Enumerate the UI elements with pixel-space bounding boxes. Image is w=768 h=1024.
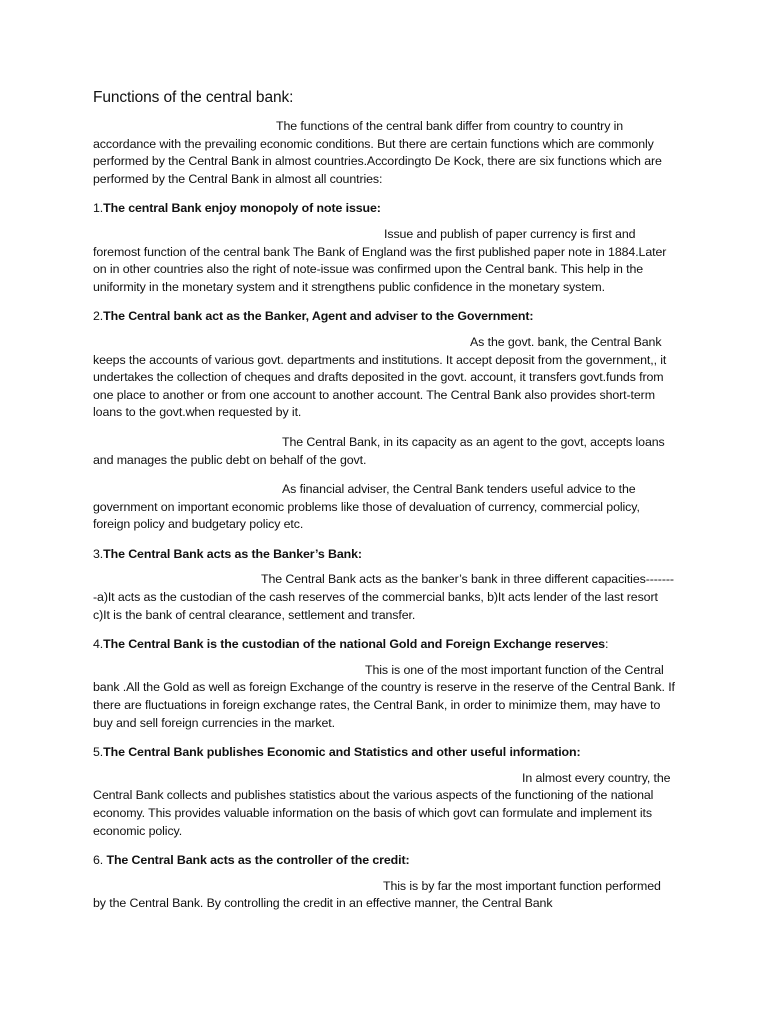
section-paragraph: This is one of the most important function of the Central bank .All the Gold as well as foreign Exchange of the country is reserve in the reserve of the Central Bank. If there are fluctuations in foreign exchange rates, the Central Bank, in order to minimize them, may have to buy and sell foreign currencies in the market. — [93, 662, 675, 730]
section-heading-1 — [93, 200, 677, 218]
section-heading-4 — [93, 636, 677, 654]
section-heading-text: The Central Bank acts as the Banker’s Bank: — [103, 546, 362, 561]
section-heading-text: The central Bank enjoy monopoly of note issue: — [103, 201, 381, 216]
section-paragraph: As financial adviser, the Central Bank tenders useful advice to the government on important economic problems like those of devaluation of currency, commercial policy, foreign policy and budgetary policy etc. — [93, 482, 640, 532]
section-heading-3 — [93, 546, 677, 564]
section-heading-text: The Central Bank acts as the controller of the credit: — [106, 853, 410, 868]
section-number: 5. — [93, 745, 104, 760]
section-heading-text: The Central bank act as the Banker, Agent and adviser to the Government: — [103, 309, 534, 324]
section-paragraph: In almost every country, the Central Bank collects and publishes statistics about the various aspects of the functioning of the national economy. This provides valuable information on the basis of which govt can formulate and implement its economic policy. — [93, 770, 671, 838]
section-heading-text: The Central Bank publishes Economic and Statistics and other useful information: — [103, 745, 581, 760]
section-heading-6 — [93, 852, 677, 870]
section-paragraph: Issue and publish of paper currency is first and foremost function of the central bank The Bank of England was the first published paper note in 1884.Later on in other countries also the right of note-issue was confirmed upon the Central bank. This help in the uniformity in the monetary system and it strengthens public confidence in the monetary system. — [93, 226, 667, 294]
section-number: 3. — [93, 546, 104, 561]
section-paragraph: The Central Bank acts as the banker’s bank in three different capacities--------a)It acts as the custodian of the cash reserves of the commercial banks, b)It acts lender of the last resort c)It is the bank of central clearance, settlement and transfer. — [93, 572, 674, 622]
section-heading-5 — [93, 744, 677, 762]
document-page — [93, 88, 677, 925]
section-heading-suffix: : — [604, 637, 609, 652]
section-number: 2. — [93, 309, 104, 324]
section-heading-2 — [93, 308, 677, 326]
section-number: 4. — [93, 637, 104, 652]
section-number: 1. — [93, 201, 104, 216]
intro-paragraph: The functions of the central bank differ from country to country in accordance with the prevailing economic conditions. But there are certain functions which are commonly performed by the Central Bank in almost countries.Accordingto De Kock, there are six functions which are performed by the Central Bank in almost all countries: — [93, 119, 662, 186]
section-paragraph: As the govt. bank, the Central Bank keeps the accounts of various govt. departments and institutions. It accept deposit from the government,, it undertakes the collection of cheques and drafts deposited in the govt. account, it transfers govt.funds from one place to another or from one account to another account. The Central Bank also provides short-term loans to the govt.when requested by it. — [93, 334, 667, 420]
section-paragraph: The Central Bank, in its capacity as an agent to the govt, accepts loans and manages the public debt on behalf of the govt. — [93, 434, 665, 467]
section-heading-text: The Central Bank is the custodian of the national Gold and Foreign Exchange reserves — [103, 637, 605, 652]
section-paragraph: This is by far the most important function performed by the Central Bank. By controlling the credit in an effective manner, the Central Bank — [93, 878, 661, 911]
section-number: 6. — [93, 853, 107, 868]
page-title: Functions of the central bank: — [93, 89, 294, 106]
